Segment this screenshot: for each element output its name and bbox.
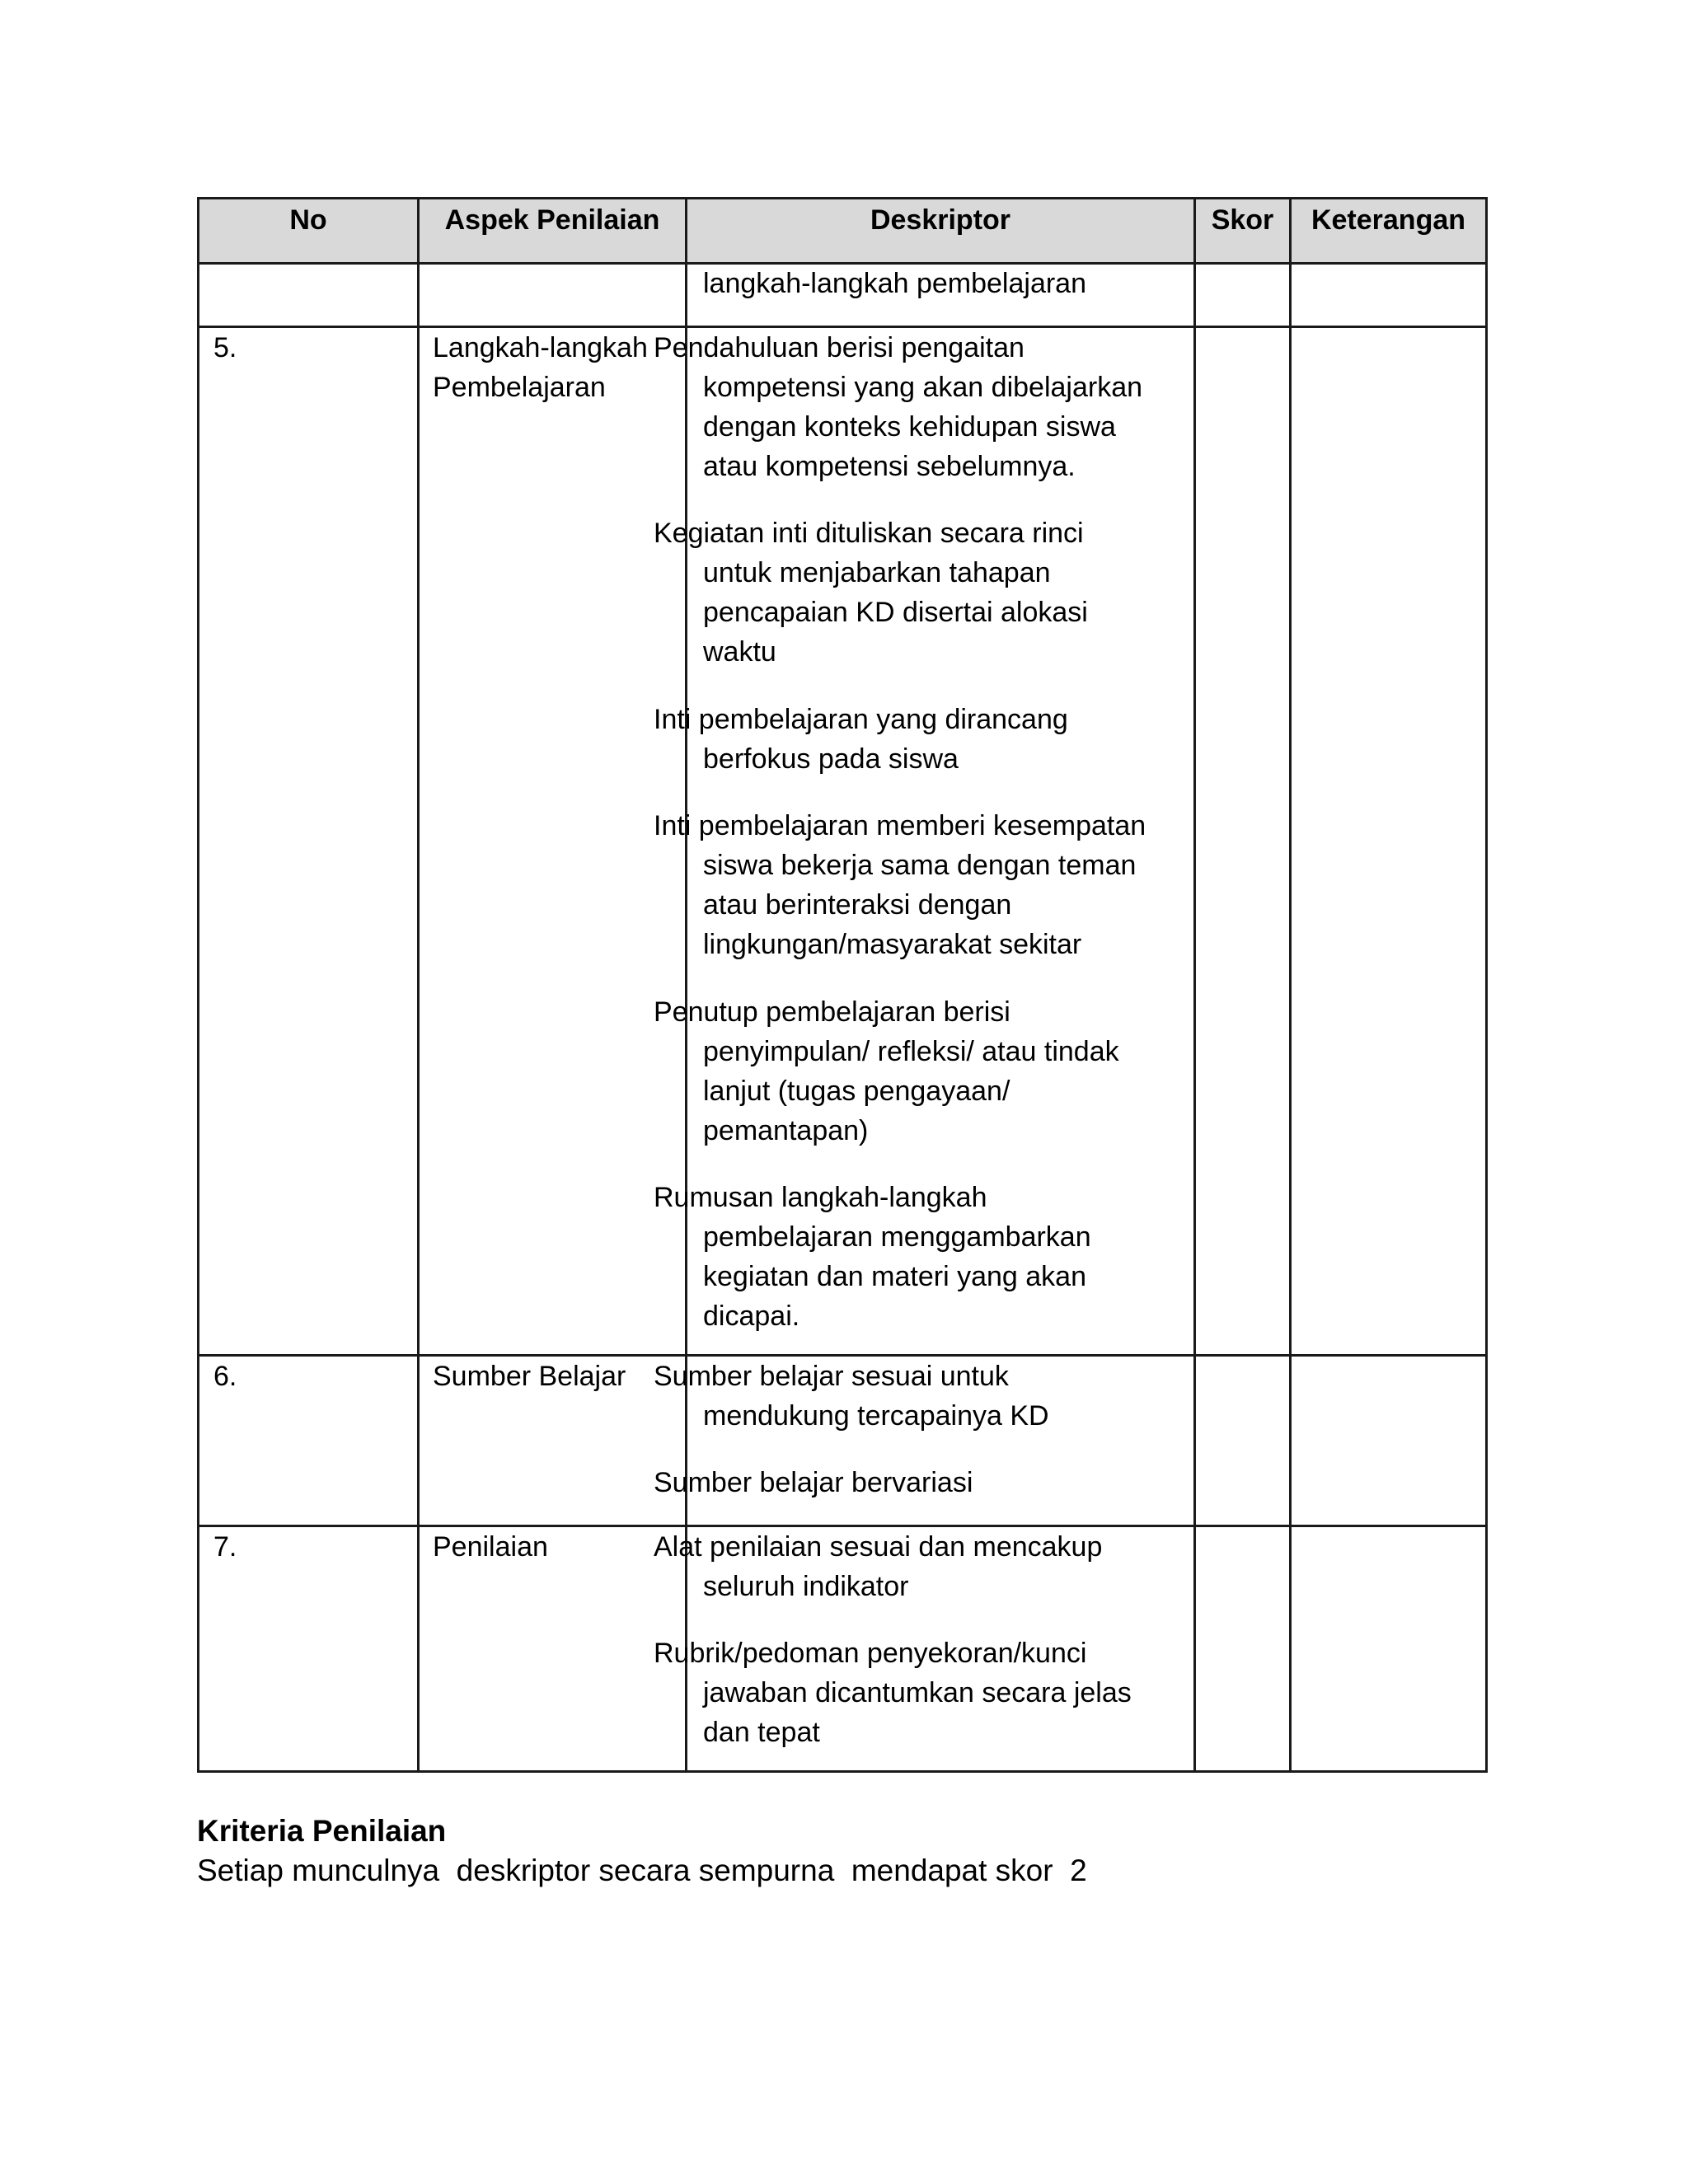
descriptor-item: Sumber belajar sesuai untuk mendukung tercapainya KD [654, 1361, 1049, 1432]
descriptor-item: Kegiatan inti dituliskan secara rinci untuk menjabarkan tahapan pencapaian KD disertai alokasi waktu [654, 518, 1088, 668]
descriptor-item: Penutup pembelajaran berisi penyimpulan/ refleksi/ atau tindak lanjut (tugas pengayaan/ pemantapan) [654, 996, 1119, 1146]
row-no: 5. [213, 332, 237, 363]
column-divider [417, 199, 420, 1770]
continued-descriptor: langkah-langkah pembelajaran [703, 268, 1086, 299]
descriptor-item: Sumber belajar bervariasi [654, 1467, 973, 1498]
row-aspek-line: Penilaian [433, 1531, 548, 1563]
header-keterangan: Keterangan [1311, 204, 1466, 236]
assessment-table [197, 197, 1488, 1773]
criteria-text: Setiap munculnya deskriptor secara sempurna mendapat skor 2 [197, 1854, 1087, 1887]
descriptor-item: Inti pembelajaran yang dirancang berfokus pada siswa [654, 704, 1068, 775]
row-aspek-line: Langkah-langkah [433, 332, 648, 363]
criteria-title: Kriteria Penilaian [197, 1814, 447, 1848]
column-divider [1289, 199, 1292, 1770]
row-aspek-line: Sumber Belajar [433, 1361, 626, 1392]
header-no: No [289, 204, 327, 236]
descriptor-item: Alat penilaian sesuai dan mencakup seluruh indikator [654, 1531, 1103, 1602]
descriptor-item: Pendahuluan berisi pengaitan kompetensi yang akan dibelajarkan dengan konteks kehidupan siswa atau kompetensi sebelumnya. [654, 332, 1143, 482]
header-skor: Skor [1211, 204, 1274, 236]
row-no: 6. [213, 1361, 237, 1392]
descriptor-item: Rumusan langkah-langkah pembelajaran menggambarkan kegiatan dan materi yang akan dicapai. [654, 1182, 1091, 1332]
row-no: 7. [213, 1531, 237, 1563]
header-deskriptor: Deskriptor [870, 204, 1011, 236]
row-aspek-line: Pembelajaran [433, 372, 606, 403]
descriptor-item: Inti pembelajaran memberi kesempatan siswa bekerja sama dengan teman atau berinteraksi dengan lingkungan/masyarakat sekitar [654, 810, 1146, 960]
descriptor-item: Rubrik/pedoman penyekoran/kunci jawaban dicantumkan secara jelas dan tepat [654, 1638, 1132, 1748]
header-aspek: Aspek Penilaian [444, 204, 660, 236]
column-divider [1193, 199, 1196, 1770]
